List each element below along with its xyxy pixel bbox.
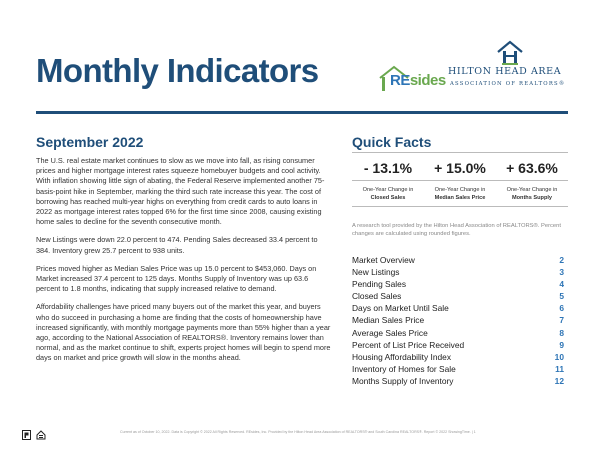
quick-facts-rule-bottom xyxy=(352,206,568,207)
fact-closed-sales-value: - 13.1% xyxy=(363,160,413,176)
toc-item-median-sales-price[interactable]: Median Sales Price 7 xyxy=(352,315,564,326)
toc-item-months-supply[interactable]: Months Supply of Inventory 12 xyxy=(352,375,564,386)
research-note: A research tool provided by the Hilton Head Association of REALTORS®. Percent changes are calculated using rounded figures. xyxy=(352,223,561,238)
toc-item-percent-list-price[interactable]: Percent of List Price Received 9 xyxy=(352,339,564,350)
resides-wordmark: REsides xyxy=(390,72,446,89)
quick-facts-rule-top xyxy=(352,152,568,153)
association-logo xyxy=(448,40,572,92)
footer-copyright: Current as of October 10, 2022. Data is Copyright © 2022 All Rights Reserved. REsides, Inc. Provided by the Hilton Head Area Association of REALTORS® and South Carolina REALTORS®. Report © 2022 ShowingTime. | 1 xyxy=(120,430,476,434)
toc-item-average-sales-price[interactable]: Average Sales Price 8 xyxy=(352,327,564,338)
fact-median-price-value: + 15.0% xyxy=(434,160,486,176)
quick-facts-values xyxy=(352,160,568,178)
fact-months-supply-caption: One-Year Change in Months Supply xyxy=(506,187,558,201)
toc-item-affordability-index[interactable]: Housing Affordability Index 10 xyxy=(352,351,564,362)
table-of-contents xyxy=(352,255,564,388)
footer xyxy=(0,426,600,442)
association-subtitle: ASSOCIATION OF REALTORS® xyxy=(450,81,566,87)
toc-item-pending-sales[interactable]: Pending Sales 4 xyxy=(352,279,564,290)
summary-paragraph: The U.S. real estate market continues to slow as we move into fall, as rising consumer prices and higher mortgage interest rates squeeze homebuyer budgets and cool activity. With inflation showing little sign of abating, the Federal Reserve implemented another 75-basis-point hike in September, marking the third such rate increase this year. The cost of borrowing has reached multi-year highs on everything from credit cards to auto loans in 2022 as mortgage interest rates topped 6% for the first time since 2008, causing existing home sales to decline for the seventh consecutive month. xyxy=(36,156,325,227)
summary-paragraph: Affordability challenges have priced many buyers out of the market this year, and buyers who do succeed in purchasing a home are finding that the costs of homeownership have increased significantly, with monthly mortgage payments more than 55% higher than a year ago, according to the National Association of REALTORS®. Inventory remains lower than normal, and as the market continue to shift, experts project homes will begin to spend more days on market and price growth will slow in the months ahead. xyxy=(36,302,331,363)
toc-item-closed-sales[interactable]: Closed Sales 5 xyxy=(352,291,564,302)
resides-logo xyxy=(378,64,446,94)
summary-paragraph: New Listings were down 22.0 percent to 474. Pending Sales decreased 33.4 percent to 384. Inventory grew 25.7 percent to 938 units. xyxy=(36,235,318,255)
report-month-heading: September 2022 xyxy=(36,134,144,150)
toc-item-inventory[interactable]: Inventory of Homes for Sale 11 xyxy=(352,363,564,374)
quick-facts-rule-mid xyxy=(352,180,568,181)
toc-item-new-listings[interactable]: New Listings 3 xyxy=(352,267,564,278)
lighthouse-house-icon xyxy=(448,40,572,66)
report-summary xyxy=(36,156,332,372)
summary-paragraph: Prices moved higher as Median Sales Price was up 15.0 percent to $453,060. Days on Market increased 37.4 percent to 125 days. Months Supply of Inventory was up 63.6 percent to 1.8 months, indicating that supply increased relative to demand. xyxy=(36,263,317,294)
association-name: HILTON HEAD AREA xyxy=(448,66,562,77)
fact-median-price-caption: One-Year Change in Median Sales Price xyxy=(434,187,486,201)
quick-facts-heading: Quick Facts xyxy=(352,134,432,150)
toc-item-market-overview[interactable]: Market Overview 2 xyxy=(352,255,564,265)
toc-item-days-on-market[interactable]: Days on Market Until Sale 6 xyxy=(352,303,564,314)
header-divider xyxy=(36,111,568,114)
fact-closed-sales-caption: One-Year Change in Closed Sales xyxy=(362,187,414,201)
page-title: Monthly Indicators xyxy=(36,52,319,89)
fact-months-supply-value: + 63.6% xyxy=(506,160,558,176)
